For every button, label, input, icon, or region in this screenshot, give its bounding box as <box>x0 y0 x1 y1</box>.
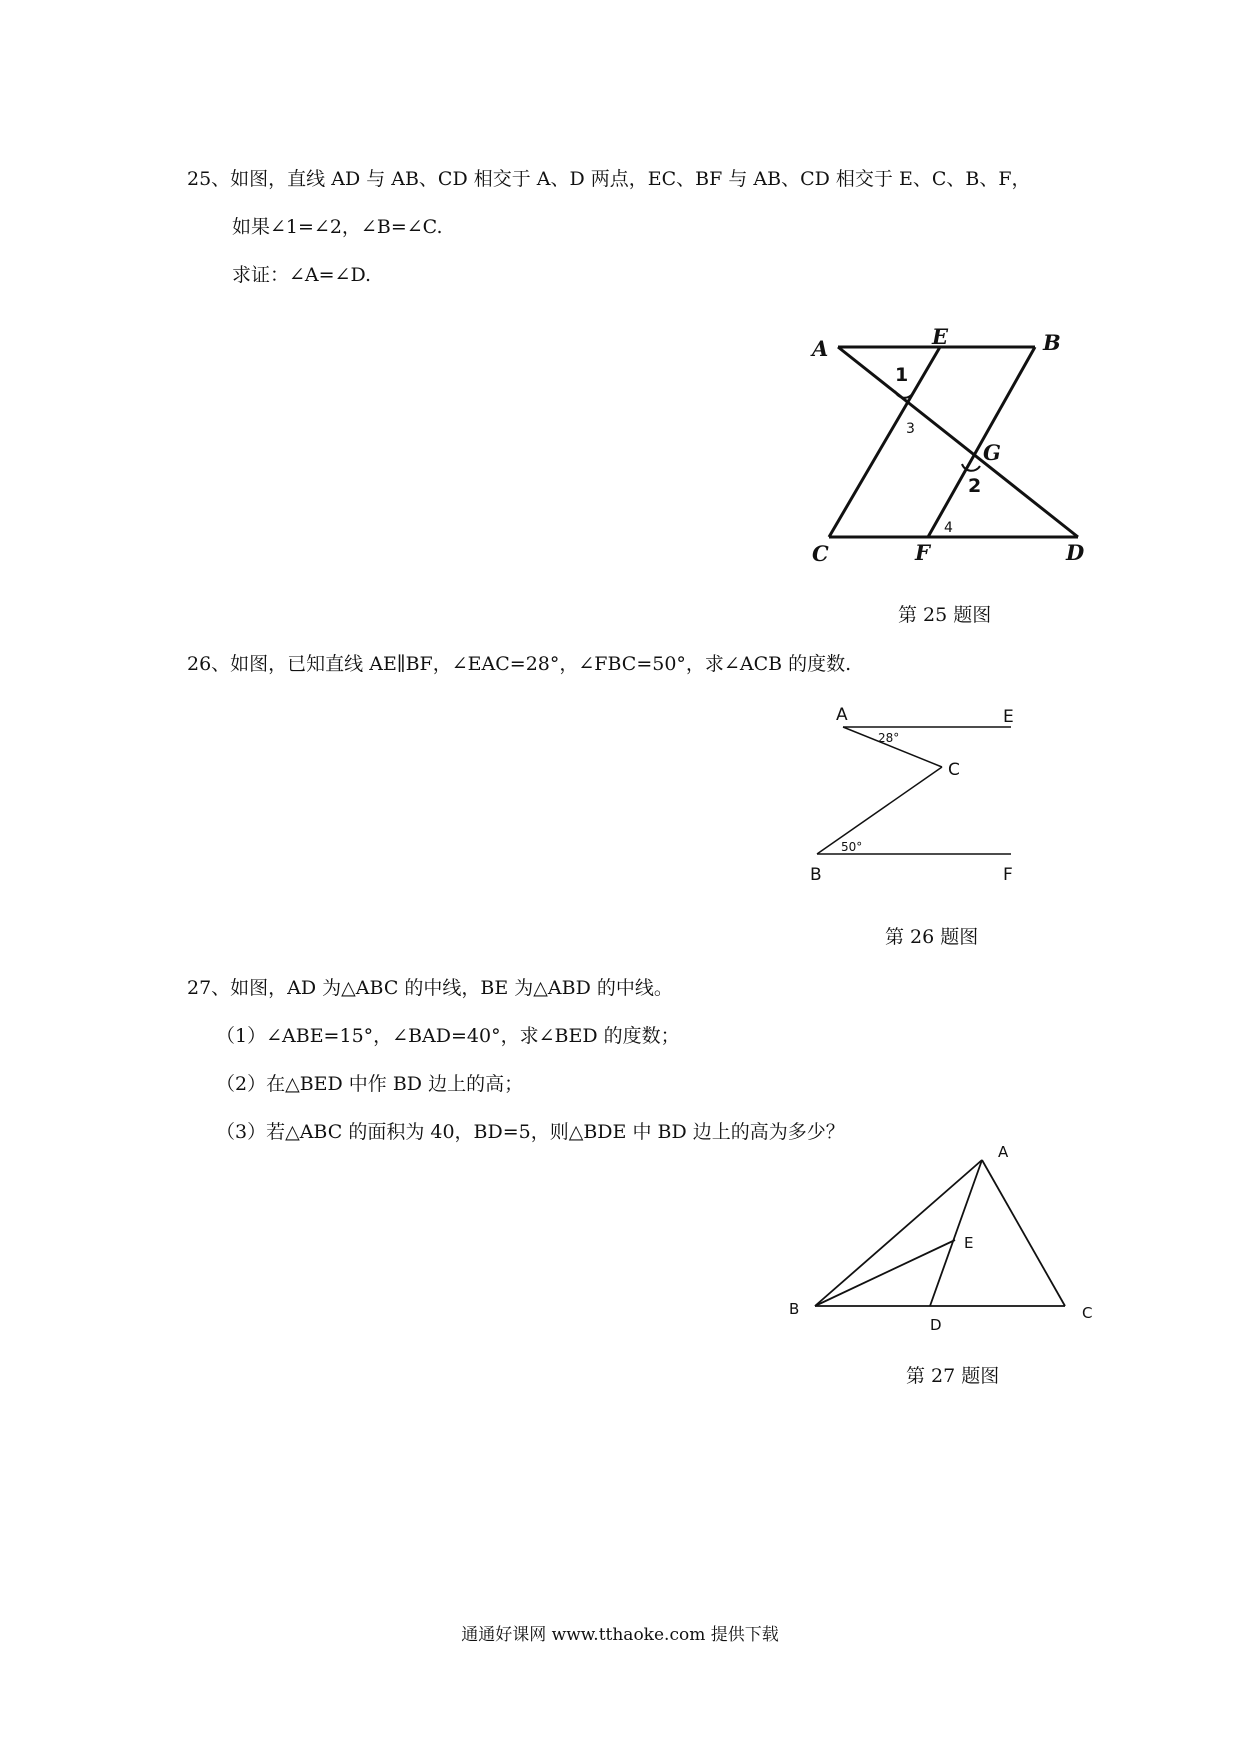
q27-label-D: D <box>930 1316 942 1334</box>
q26-label-B: B <box>810 865 822 885</box>
q25-label-angle2: 2 <box>968 475 982 497</box>
q26-label-F: F <box>1003 865 1013 885</box>
q26-statement: 26、如图，已知直线 AE∥BF，∠EAC=28°，∠FBC=50°，求∠ACB 的度数. <box>187 653 852 675</box>
q25-caption: 第 25 题图 <box>898 604 992 626</box>
q26-label-A: A <box>836 705 848 725</box>
q25-label-angle3: 3 <box>906 421 915 437</box>
q25-label-D: D <box>1066 540 1085 565</box>
q27-label-A: A <box>998 1143 1009 1161</box>
q27-part1: （1）∠ABE=15°，∠BAD=40°，求∠BED 的度数； <box>216 1025 680 1047</box>
q25-label-angle4: 4 <box>944 520 953 536</box>
q26-label-E: E <box>1003 707 1014 727</box>
q25-label-A: A <box>812 336 829 361</box>
q27-part2: （2）在△BED 中作 BD 边上的高； <box>216 1073 524 1095</box>
q25-statement-line2: 如果∠1=∠2，∠B=∠C. <box>232 216 443 238</box>
q27-statement: 27、如图，AD 为△ABC 的中线，BE 为△ABD 的中线。 <box>187 977 673 999</box>
q25-label-C: C <box>812 541 829 566</box>
q27-caption: 第 27 题图 <box>906 1365 1000 1387</box>
q25-label-F: F <box>915 540 930 565</box>
q25-label-angle1: 1 <box>895 364 909 386</box>
q26-label-C: C <box>948 760 960 780</box>
q26-angle-label-28: 28° <box>878 731 900 745</box>
q27-label-B: B <box>789 1300 800 1318</box>
q27-label-C: C <box>1082 1304 1093 1322</box>
q26-caption: 第 26 题图 <box>885 926 979 948</box>
q27-segment-AC <box>982 1160 1065 1306</box>
q25-label-B: B <box>1043 330 1061 355</box>
q25-statement-line1: 25、如图，直线 AD 与 AB、CD 相交于 A、D 两点，EC、BF 与 AB、CD 相交于 E、C、B、F， <box>187 168 1031 190</box>
q26-angle-label-50: 50° <box>841 840 863 854</box>
q25-prove-line: 求证：∠A=∠D. <box>232 264 372 286</box>
page-footer: 通通好课网 www.tthaoke.com 提供下载 <box>461 1625 779 1645</box>
q27-part3: （3）若△ABC 的面积为 40，BD=5，则△BDE 中 BD 边上的高为多少？ <box>216 1121 845 1143</box>
q25-label-G: G <box>983 440 1001 465</box>
q25-label-E: E <box>932 324 949 349</box>
q27-label-E: E <box>964 1234 974 1252</box>
